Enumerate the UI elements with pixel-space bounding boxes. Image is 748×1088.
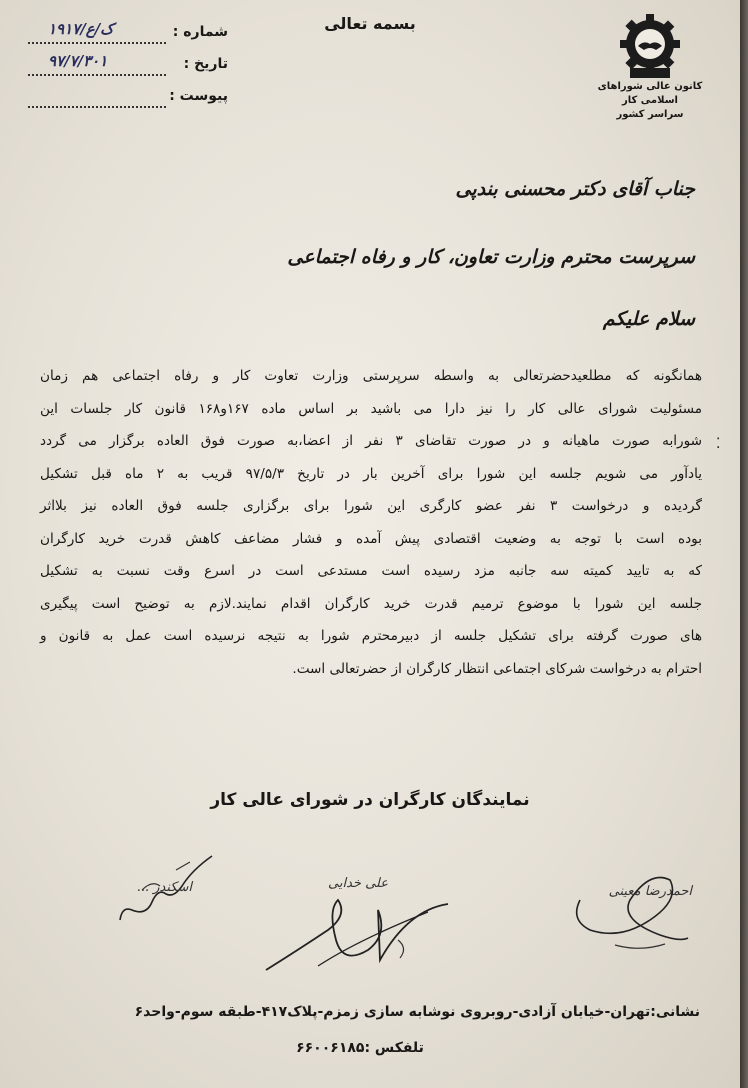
number-value: ۱۹۱۷/ک/ع <box>48 20 114 38</box>
body-paragraph <box>40 360 702 685</box>
handwritten-signature <box>560 860 700 970</box>
body-line: بوده است با توجه به وضعیت اقتصادی پیش آمده و فشار مضاعف کاهش قدرت خرید کارگران <box>40 530 702 547</box>
body-line: همانگونه که مطلعیدحضرتعالی به واسطه سرپرستی وزارت تعاوت کار و رفاه اجتماعی هم زمان <box>40 368 702 384</box>
logo-caption-line1: کانون عالی شوراهای اسلامی کار <box>597 81 703 106</box>
footer-address: نشانی:تهران-خیابان آزادی-روبروی نوشابه سازی زمزم-پلاک۴۱۷-طبقه سوم-واحد۶ <box>134 1004 700 1020</box>
signature-right <box>560 860 700 970</box>
number-label: شماره : <box>172 24 228 40</box>
body-line: جلسه این شورا با موضوع ترمیم قدرت خرید کارگران اقدام نمایند.لازم به توضیح است پیگیری <box>40 595 702 612</box>
letter-metadata <box>28 20 228 120</box>
logo-caption-line2: سراسر کشور <box>616 109 684 120</box>
signature-name: احمدرضا معینی <box>608 884 692 899</box>
body-line: یادآور می شویم جلسه این شورا برای آخرین بار در تاریخ ۹۷/۵/۳ قریب به ۲ ماه قبل تشکیل <box>40 465 703 482</box>
body-line: احترام به درخواست شرکای اجتماعی انتظار کارگران از حضرتعالی است. <box>292 660 702 677</box>
page-edge-shadow <box>740 0 748 1088</box>
organization-logo <box>590 10 710 122</box>
signature-name: علی خدایی <box>328 876 388 891</box>
body-line: های صورت گرفته برای تشکیل جلسه از دبیرمحترم شورا به نتیجه نرسیده است عمل به قانون و <box>40 628 702 644</box>
body-line: شورابه صورت ماهیانه و در صورت تقاضای ۳ نفر از اعضا،به صورت فوق العاده برگزار می گردد <box>40 433 702 449</box>
attachment-row <box>28 88 228 120</box>
signature-name: اسکندر ... <box>136 880 192 895</box>
greeting: سلام علیکم <box>602 308 695 330</box>
body-line: گردیده و درخواست ۳ نفر عضو کارگری این شورا برای برگزاری جلسه فوق العاده نیز بلااثر <box>40 498 702 514</box>
letter-body <box>40 360 702 685</box>
body-line: که به تایید کمیته سه جانبه مزد رسیده است مستدعی است در اسرع وقت نسبت به تشکیل <box>40 563 702 579</box>
footer-fax: تلفکس :۶۶۰۰۶۱۸۵ <box>296 1040 424 1056</box>
bismillah-heading: بسمه تعالی <box>324 14 416 33</box>
date-value: ۹۷/۷/۳۰۱ <box>48 52 108 70</box>
margin-mark: ⁚ <box>716 436 721 452</box>
addressee-name: جناب آقای دکتر محسنی بندپی <box>455 178 695 200</box>
date-label: تاریخ : <box>183 56 228 72</box>
closing-signatories-title: نمایندگان کارگران در شورای عالی کار <box>210 790 530 810</box>
date-row <box>28 52 228 88</box>
gear-handshake-icon <box>608 10 692 80</box>
signature-center <box>258 870 458 980</box>
signature-left <box>112 850 232 930</box>
body-line: مسئولیت شورای عالی کار را نیز دارا می باشید بر اساس ماده ۱۶۷و۱۶۸ قانون کار جلسات این <box>40 400 702 417</box>
attachment-label: پیوست : <box>169 88 228 104</box>
addressee-title: سرپرست محترم وزارت تعاون، کار و رفاه اجتماعی <box>287 246 695 268</box>
